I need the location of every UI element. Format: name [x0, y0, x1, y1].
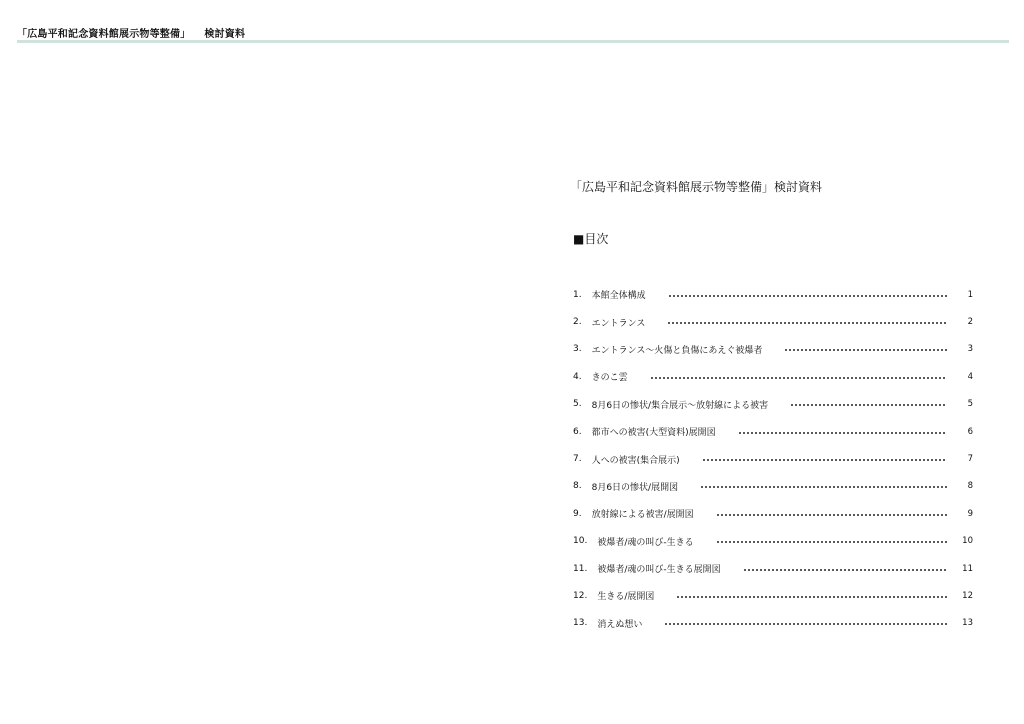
toc-entry-page: 1: [967, 289, 973, 300]
toc-entry-page: 5: [967, 399, 973, 410]
toc-dot-leader: [668, 295, 947, 297]
toc-entry-label: 被爆者/魂の叫び-生きる: [597, 537, 694, 548]
header-subtitle: 検討資料: [204, 29, 246, 40]
toc-entry-page: 6: [967, 426, 973, 437]
toc-entry-page: 9: [967, 508, 973, 519]
toc-entry-label: 人への被害(集合展示): [591, 455, 680, 466]
toc-entry-page: 12: [962, 590, 973, 601]
toc-entry-page: 7: [967, 454, 973, 465]
toc-entry-label: エントランス～火傷と負傷にあえぐ被爆者: [591, 345, 763, 356]
toc-entry-label: 8月6日の惨状/集合展示～放射線による被害: [591, 400, 769, 411]
header-divider: [17, 40, 1009, 43]
table-of-contents: [573, 281, 973, 637]
toc-entry-number: 8.: [573, 481, 582, 492]
document-title: 「広島平和記念資料館展示物等整備」検討資料: [570, 180, 823, 194]
toc-entry-label: 都市への被害(大型資料)展開図: [591, 428, 716, 439]
toc-entry-page: 8: [967, 481, 973, 492]
toc-entry-number: 12.: [573, 590, 588, 601]
toc-entry[interactable]: [573, 336, 973, 363]
toc-entry[interactable]: [573, 281, 973, 308]
toc-entry[interactable]: [573, 363, 973, 390]
toc-entry[interactable]: [573, 391, 973, 418]
toc-entry-number: 3.: [573, 344, 582, 355]
toc-entry[interactable]: [573, 500, 973, 527]
toc-entry-page: 3: [967, 344, 973, 355]
toc-entry[interactable]: [573, 418, 973, 445]
toc-entry-page: 4: [967, 371, 973, 382]
header-title: 「広島平和記念資料館展示物等整備」: [17, 29, 191, 40]
toc-entry-number: 4.: [573, 371, 582, 382]
toc-entry[interactable]: [573, 308, 973, 335]
toc-entry[interactable]: [573, 610, 973, 637]
toc-dot-leader: [700, 486, 947, 488]
toc-dot-leader: [676, 596, 947, 598]
toc-entry-label: 放射線による被害/展開図: [591, 510, 694, 521]
toc-entry-number: 11.: [573, 563, 588, 574]
toc-dot-leader: [716, 541, 947, 543]
toc-entry[interactable]: [573, 528, 973, 555]
toc-entry[interactable]: [573, 473, 973, 500]
toc-dot-leader: [790, 404, 947, 406]
toc-dot-leader: [650, 377, 947, 379]
toc-dot-leader: [716, 514, 947, 516]
toc-entry-number: 1.: [573, 289, 582, 300]
toc-entry[interactable]: [573, 582, 973, 609]
page-header: [17, 25, 245, 40]
toc-entry-number: 10.: [573, 536, 588, 547]
toc-entry-label: きのこ雲: [591, 373, 628, 384]
toc-entry-page: 10: [962, 536, 973, 547]
toc-entry-number: 13.: [573, 618, 588, 629]
toc-entry-number: 2.: [573, 317, 582, 328]
toc-entry-label: 被爆者/魂の叫び-生きる展開図: [597, 565, 721, 576]
toc-entry-page: 2: [967, 317, 973, 328]
toc-heading: ■目次: [573, 232, 609, 246]
toc-dot-leader: [664, 623, 947, 625]
toc-dot-leader: [743, 569, 947, 571]
toc-dot-leader: [784, 349, 947, 351]
toc-entry-label: 消えぬ想い: [597, 619, 643, 630]
toc-entry-number: 5.: [573, 399, 582, 410]
toc-entry-label: 生きる/展開図: [597, 592, 655, 603]
toc-entry-label: 8月6日の惨状/展開図: [591, 482, 679, 493]
toc-entry-label: エントランス: [591, 318, 646, 329]
toc-entry-page: 11: [962, 563, 973, 574]
toc-entry-page: 13: [962, 618, 973, 629]
toc-entry-number: 6.: [573, 426, 582, 437]
toc-dot-leader: [702, 459, 947, 461]
toc-dot-leader: [738, 432, 947, 434]
toc-entry[interactable]: [573, 445, 973, 472]
toc-entry[interactable]: [573, 555, 973, 582]
toc-dot-leader: [667, 322, 947, 324]
toc-entry-number: 7.: [573, 454, 582, 465]
toc-entry-label: 本館全体構成: [591, 291, 646, 302]
toc-entry-number: 9.: [573, 508, 582, 519]
